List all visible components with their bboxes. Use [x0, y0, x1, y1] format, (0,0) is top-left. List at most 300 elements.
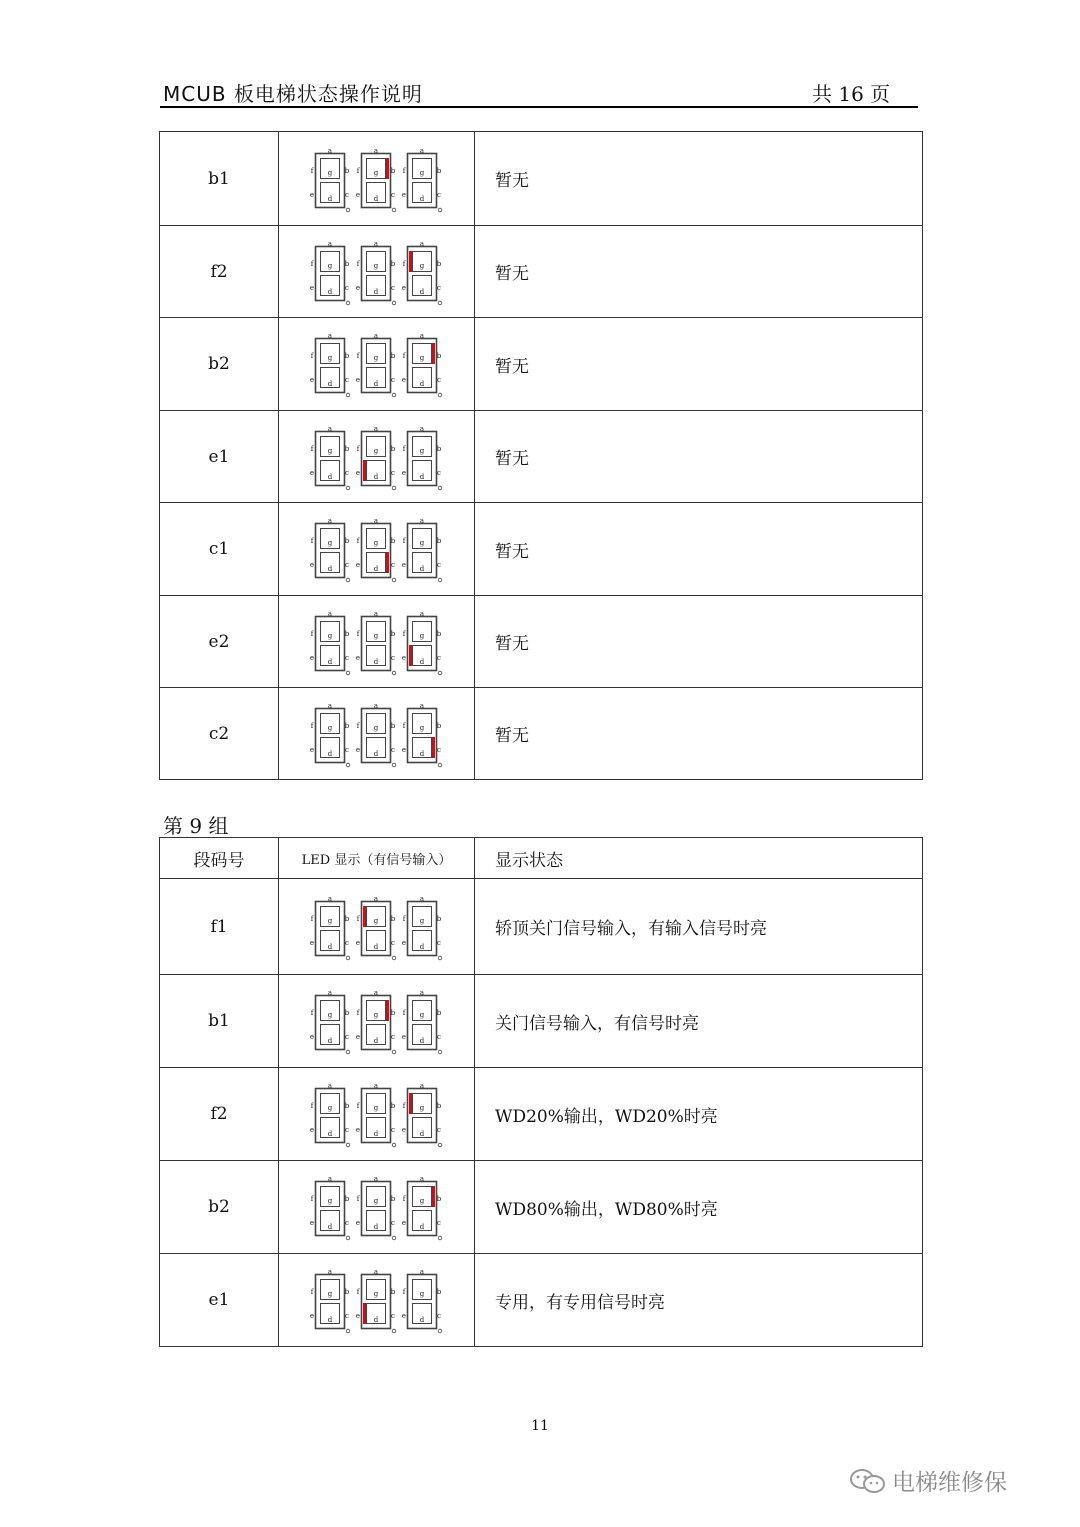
digit-3 [401, 610, 441, 675]
segment-label-a: a [327, 1175, 332, 1183]
led-cell [279, 879, 475, 975]
decimal-point [346, 956, 350, 960]
segment-label-d: d [327, 1316, 332, 1324]
segment-label-g: g [419, 261, 424, 270]
segment-label-e: e [355, 1219, 360, 1227]
lit-segment-b [386, 158, 389, 179]
segment-label-e: e [355, 561, 360, 569]
segment-label-b: b [436, 1102, 441, 1110]
segment-label-d: d [419, 1223, 424, 1231]
decimal-point [392, 1143, 396, 1147]
decimal-point [438, 1236, 442, 1240]
table-row [160, 132, 923, 226]
segment-label-g: g [373, 539, 378, 547]
led-cell [279, 1254, 475, 1347]
segment-label-g: g [419, 631, 424, 640]
segment-label-g: g [373, 723, 378, 732]
segment-label-f: f [356, 1195, 359, 1203]
decimal-point [392, 301, 396, 305]
segment-label-e: e [355, 745, 360, 754]
table-row [160, 226, 923, 318]
digit-2 [355, 989, 395, 1054]
segment-label-c: c [436, 1126, 441, 1134]
segment-label-e: e [401, 653, 406, 662]
segment-label-e: e [401, 938, 406, 947]
table-header-row [160, 838, 923, 879]
decimal-point [438, 671, 442, 675]
segment-label-e: e [355, 653, 360, 662]
decimal-point [438, 1329, 442, 1333]
digit-2 [355, 702, 395, 767]
digit-1 [309, 989, 349, 1054]
segment-label-g: g [327, 1104, 332, 1112]
segment-label-b: b [344, 537, 349, 545]
segment-label-f: f [402, 444, 405, 453]
digit-2 [355, 332, 395, 397]
header-desc: 显示状态 [475, 838, 923, 879]
segment-label-c: c [344, 283, 349, 292]
segment-label-b: b [344, 629, 349, 638]
segment-label-f: f [356, 629, 359, 638]
segment-label-c: c [344, 468, 349, 477]
status-description: 暂无 [475, 596, 923, 688]
segment-label-e: e [401, 190, 406, 199]
segment-label-b: b [436, 629, 441, 638]
segment-label-d: d [327, 380, 332, 388]
segment-label-b: b [390, 1288, 395, 1296]
segment-code: b2 [160, 1161, 279, 1254]
page-number: 11 [531, 1418, 549, 1434]
table-row [160, 1161, 923, 1254]
segment-label-c: c [390, 653, 395, 662]
led-cell [279, 132, 475, 226]
segment-table-group-9 [159, 837, 923, 1347]
segment-label-g: g [419, 916, 424, 925]
segment-label-e: e [401, 1312, 406, 1320]
decimal-point [346, 1329, 350, 1333]
decimal-point [392, 578, 396, 582]
status-description: 暂无 [475, 688, 923, 780]
segment-label-e: e [401, 1033, 406, 1041]
decimal-point [346, 208, 350, 212]
segment-label-g: g [419, 1104, 424, 1112]
status-description: WD20%输出，WD20%时亮 [475, 1068, 923, 1161]
segment-label-c: c [390, 1219, 395, 1227]
segment-label-b: b [436, 444, 441, 453]
segment-label-e: e [401, 1126, 406, 1134]
digit-3 [401, 895, 441, 960]
segment-code: e1 [160, 1254, 279, 1347]
segment-label-b: b [390, 352, 395, 360]
segment-label-d: d [327, 1037, 332, 1045]
segment-label-f: f [356, 1288, 359, 1296]
digit-1 [309, 147, 349, 212]
segment-label-e: e [355, 1312, 360, 1320]
decimal-point [438, 956, 442, 960]
segment-label-c: c [436, 283, 441, 292]
status-description: 暂无 [475, 318, 923, 411]
wechat-icon [848, 1468, 888, 1494]
segment-label-f: f [310, 1195, 313, 1203]
segment-label-g: g [327, 631, 332, 640]
segment-label-a: a [373, 146, 378, 155]
digit-3 [401, 1082, 441, 1147]
digit-2 [355, 147, 395, 212]
segment-label-d: d [419, 942, 424, 951]
decimal-point [392, 1050, 396, 1054]
segment-label-e: e [309, 561, 314, 569]
decimal-point [438, 578, 442, 582]
segment-label-a: a [327, 332, 332, 340]
segment-label-e: e [401, 1219, 406, 1227]
segment-label-d: d [373, 1130, 378, 1138]
led-display [304, 1173, 450, 1241]
led-cell [279, 596, 475, 688]
table-row [160, 411, 923, 503]
segment-label-a: a [327, 989, 332, 997]
segment-code: c1 [160, 503, 279, 596]
lit-segment-f [409, 1093, 412, 1114]
segment-label-e: e [401, 283, 406, 292]
segment-label-c: c [344, 1126, 349, 1134]
segment-label-g: g [373, 446, 378, 455]
segment-label-c: c [436, 468, 441, 477]
segment-label-d: d [327, 1130, 332, 1138]
segment-label-c: c [344, 938, 349, 947]
segment-label-f: f [310, 444, 313, 453]
segment-label-d: d [419, 1316, 424, 1324]
segment-label-f: f [402, 1195, 405, 1203]
segment-label-d: d [373, 749, 378, 758]
segment-label-g: g [373, 168, 378, 177]
lit-segment-c [386, 552, 389, 573]
segment-label-c: c [344, 745, 349, 754]
segment-label-f: f [310, 1009, 313, 1017]
segment-label-c: c [344, 1219, 349, 1227]
segment-label-b: b [436, 259, 441, 268]
segment-label-a: a [419, 1082, 424, 1090]
digit-1 [309, 1082, 349, 1147]
segment-label-a: a [327, 894, 332, 903]
segment-label-f: f [356, 721, 359, 730]
segment-label-f: f [310, 914, 313, 923]
led-display [304, 330, 450, 398]
segment-label-e: e [401, 561, 406, 569]
decimal-point [346, 393, 350, 397]
segment-label-a: a [327, 701, 332, 710]
segment-label-d: d [419, 657, 424, 666]
led-cell [279, 503, 475, 596]
decimal-point [346, 578, 350, 582]
segment-label-e: e [401, 376, 406, 384]
status-description: 关门信号输入，有信号时亮 [475, 975, 923, 1068]
decimal-point [438, 393, 442, 397]
digit-2 [355, 1268, 395, 1333]
segment-label-a: a [419, 424, 424, 433]
lit-segment-e [363, 460, 366, 481]
led-display [304, 238, 450, 306]
segment-label-c: c [436, 1033, 441, 1041]
digit-1 [309, 517, 349, 582]
segment-code: e2 [160, 596, 279, 688]
digit-1 [309, 1175, 349, 1240]
segment-label-c: c [390, 283, 395, 292]
decimal-point [392, 763, 396, 767]
segment-label-b: b [390, 914, 395, 923]
segment-label-c: c [390, 190, 395, 199]
segment-label-b: b [390, 629, 395, 638]
status-description: 暂无 [475, 411, 923, 503]
segment-code: b1 [160, 132, 279, 226]
led-display [304, 423, 450, 491]
segment-label-b: b [344, 352, 349, 360]
segment-label-f: f [356, 1102, 359, 1110]
segment-label-g: g [419, 723, 424, 732]
segment-label-f: f [310, 721, 313, 730]
segment-label-c: c [344, 561, 349, 569]
lit-segment-c [432, 737, 435, 758]
header-code: 段码号 [160, 838, 279, 879]
segment-label-c: c [436, 376, 441, 384]
segment-label-g: g [419, 168, 424, 177]
segment-label-g: g [327, 446, 332, 455]
segment-label-f: f [310, 629, 313, 638]
segment-label-g: g [373, 1011, 378, 1019]
segment-label-a: a [327, 146, 332, 155]
segment-label-g: g [327, 168, 332, 177]
segment-label-f: f [310, 352, 313, 360]
segment-label-d: d [373, 1037, 378, 1045]
segment-label-b: b [436, 352, 441, 360]
digit-1 [309, 332, 349, 397]
segment-code: f2 [160, 1068, 279, 1161]
segment-label-e: e [355, 283, 360, 292]
segment-label-a: a [373, 424, 378, 433]
segment-label-d: d [419, 472, 424, 481]
segment-label-e: e [355, 190, 360, 199]
decimal-point [346, 1050, 350, 1054]
segment-label-d: d [419, 1130, 424, 1138]
decimal-point [346, 1236, 350, 1240]
segment-label-a: a [419, 1175, 424, 1183]
segment-label-d: d [373, 194, 378, 203]
segment-label-b: b [344, 444, 349, 453]
led-display [304, 893, 450, 961]
segment-label-c: c [436, 1312, 441, 1320]
table-row [160, 596, 923, 688]
header-led: LED 显示（有信号输入） [279, 838, 475, 879]
decimal-point [346, 763, 350, 767]
segment-label-b: b [390, 537, 395, 545]
digit-2 [355, 240, 395, 305]
segment-label-c: c [436, 653, 441, 662]
segment-label-e: e [401, 468, 406, 477]
segment-label-g: g [419, 1011, 424, 1019]
led-cell [279, 1068, 475, 1161]
digit-1 [309, 240, 349, 305]
lit-segment-f [409, 251, 412, 272]
led-display [304, 987, 450, 1055]
table-row [160, 503, 923, 596]
segment-label-d: d [327, 749, 332, 758]
segment-label-e: e [309, 376, 314, 384]
segment-label-d: d [327, 1223, 332, 1231]
status-description: 暂无 [475, 503, 923, 596]
segment-code: e1 [160, 411, 279, 503]
segment-label-a: a [419, 701, 424, 710]
led-cell [279, 411, 475, 503]
led-cell [279, 975, 475, 1068]
lit-segment-e [363, 1303, 366, 1324]
decimal-point [392, 208, 396, 212]
decimal-point [392, 956, 396, 960]
segment-label-b: b [344, 721, 349, 730]
segment-label-f: f [310, 259, 313, 268]
document-title: MCUB 板电梯状态操作说明 [163, 82, 423, 106]
decimal-point [438, 208, 442, 212]
decimal-point [438, 1050, 442, 1054]
segment-label-d: d [327, 287, 332, 296]
decimal-point [346, 1143, 350, 1147]
decimal-point [346, 671, 350, 675]
segment-label-e: e [355, 1126, 360, 1134]
segment-code: c2 [160, 688, 279, 780]
segment-label-a: a [419, 239, 424, 248]
total-pages: 共 16 页 [812, 82, 891, 106]
segment-label-g: g [373, 261, 378, 270]
segment-label-e: e [401, 745, 406, 754]
segment-label-a: a [327, 424, 332, 433]
segment-label-g: g [373, 354, 378, 362]
segment-label-b: b [436, 1009, 441, 1017]
lit-segment-f [363, 906, 366, 927]
segment-label-e: e [309, 283, 314, 292]
segment-label-g: g [373, 631, 378, 640]
segment-label-c: c [390, 561, 395, 569]
segment-label-f: f [356, 166, 359, 175]
segment-label-a: a [419, 609, 424, 618]
segment-label-c: c [436, 745, 441, 754]
digit-3 [401, 517, 441, 582]
segment-label-f: f [402, 352, 405, 360]
segment-label-a: a [373, 239, 378, 248]
segment-label-g: g [419, 539, 424, 547]
segment-label-f: f [310, 1288, 313, 1296]
digit-2 [355, 1082, 395, 1147]
digit-3 [401, 1175, 441, 1240]
segment-label-e: e [355, 468, 360, 477]
segment-label-g: g [327, 1197, 332, 1205]
segment-code: f1 [160, 879, 279, 975]
segment-label-f: f [310, 1102, 313, 1110]
digit-3 [401, 332, 441, 397]
segment-label-b: b [344, 1288, 349, 1296]
segment-label-d: d [327, 942, 332, 951]
segment-label-e: e [355, 938, 360, 947]
segment-label-c: c [344, 1312, 349, 1320]
segment-label-d: d [419, 1037, 424, 1045]
segment-label-d: d [327, 472, 332, 481]
digit-1 [309, 1268, 349, 1333]
segment-label-e: e [309, 1033, 314, 1041]
decimal-point [392, 1236, 396, 1240]
segment-label-b: b [436, 1195, 441, 1203]
segment-label-d: d [327, 565, 332, 573]
segment-label-e: e [309, 1312, 314, 1320]
table-row [160, 975, 923, 1068]
segment-label-f: f [310, 537, 313, 545]
segment-label-a: a [373, 1268, 378, 1276]
digit-2 [355, 517, 395, 582]
segment-label-a: a [419, 894, 424, 903]
segment-label-g: g [373, 1290, 378, 1298]
segment-label-e: e [309, 190, 314, 199]
digit-1 [309, 895, 349, 960]
segment-label-b: b [344, 259, 349, 268]
segment-label-f: f [356, 1009, 359, 1017]
segment-table-group-8 [159, 131, 923, 780]
digit-1 [309, 702, 349, 767]
status-description: 轿顶关门信号输入，有输入信号时亮 [475, 879, 923, 975]
segment-code: b1 [160, 975, 279, 1068]
segment-label-f: f [402, 537, 405, 545]
segment-label-e: e [309, 938, 314, 947]
segment-label-d: d [373, 565, 378, 573]
segment-label-d: d [373, 942, 378, 951]
watermark-text: 电梯维修保 [892, 1470, 1007, 1496]
segment-label-f: f [356, 537, 359, 545]
decimal-point [392, 486, 396, 490]
segment-label-b: b [390, 444, 395, 453]
segment-label-d: d [373, 287, 378, 296]
segment-label-d: d [419, 749, 424, 758]
segment-label-c: c [344, 190, 349, 199]
led-display [304, 1080, 450, 1148]
watermark [848, 1464, 1007, 1497]
segment-label-d: d [327, 194, 332, 203]
segment-label-g: g [327, 723, 332, 732]
segment-label-f: f [402, 914, 405, 923]
decimal-point [392, 671, 396, 675]
status-description: WD80%输出，WD80%时亮 [475, 1161, 923, 1254]
segment-label-f: f [402, 259, 405, 268]
segment-label-c: c [390, 745, 395, 754]
segment-label-b: b [390, 1009, 395, 1017]
segment-label-d: d [373, 657, 378, 666]
segment-label-a: a [327, 1268, 332, 1276]
status-description: 暂无 [475, 132, 923, 226]
segment-label-c: c [390, 376, 395, 384]
segment-label-g: g [327, 354, 332, 362]
segment-label-c: c [344, 1033, 349, 1041]
led-display [304, 1266, 450, 1334]
segment-label-e: e [355, 1033, 360, 1041]
segment-label-b: b [436, 721, 441, 730]
segment-label-a: a [373, 989, 378, 997]
digit-3 [401, 147, 441, 212]
digit-3 [401, 240, 441, 305]
lit-segment-b [432, 1186, 435, 1207]
segment-label-b: b [390, 721, 395, 730]
segment-label-c: c [436, 1219, 441, 1227]
decimal-point [438, 301, 442, 305]
segment-label-b: b [344, 166, 349, 175]
segment-label-c: c [390, 468, 395, 477]
segment-label-g: g [327, 916, 332, 925]
led-cell [279, 688, 475, 780]
lit-segment-e [409, 645, 412, 666]
segment-label-a: a [327, 239, 332, 248]
